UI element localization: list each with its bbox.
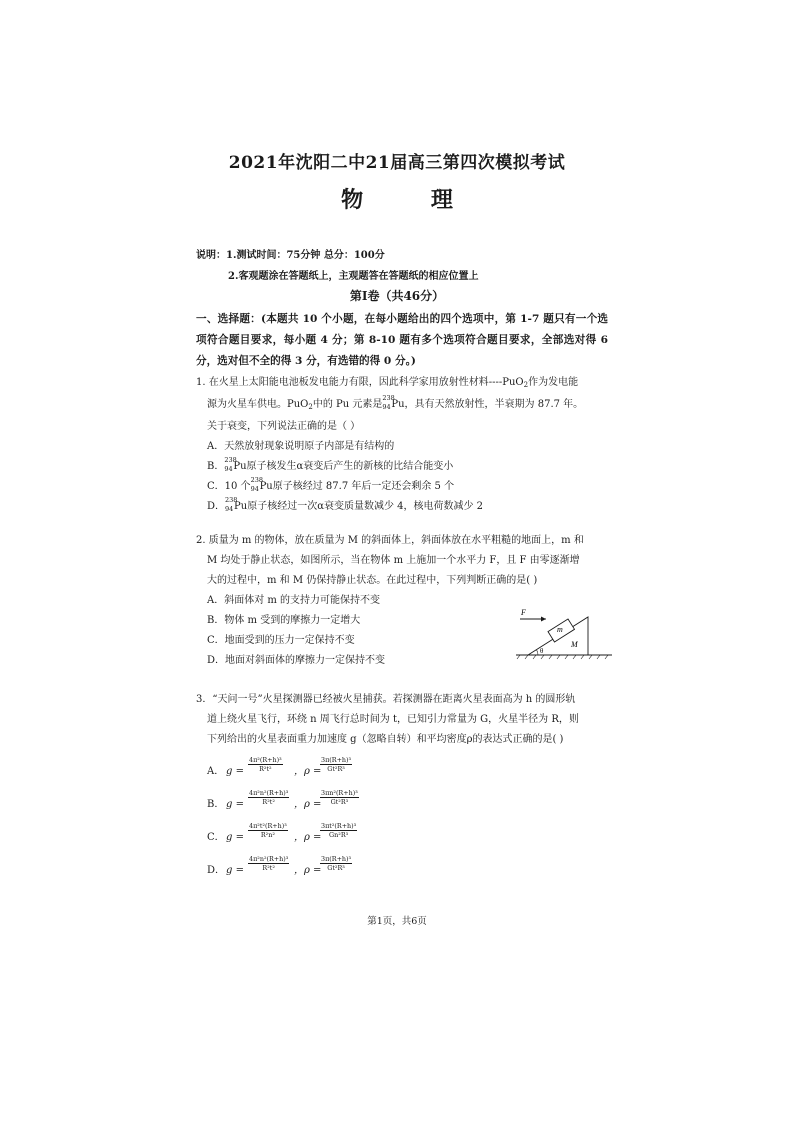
g-fraction: $\frac{\text{4π²n²(R+h)³}}{\text{R²t²}}$ [249, 789, 289, 806]
q3-line-2: 道上绕火星飞行，环绕 n 周飞行总时间为 t，已知引力常量为 G，火星半径为 R，则 [207, 714, 579, 725]
incline-diagram [508, 605, 618, 665]
rho-fraction: $\frac{\text{3πn²(R+h)³}}{\text{Gt²R³}}$ [321, 789, 358, 806]
g-symbol: g = [226, 766, 244, 777]
q1-line-1: 1. 在火星上太阳能电池板发电能力有限，因此科学家用放射性材料----PuO$_2$作为发电能 [196, 377, 579, 389]
rho-fraction: $\frac{\text{3π(R+h)³}}{\text{Gt²R³}}$ [321, 855, 352, 872]
pu-nuclide: 238 94 [382, 394, 395, 411]
label-theta: θ [540, 647, 544, 655]
rho-fraction: $\frac{\text{3π(R+h)³}}{\text{Gt²R³}}$ [321, 756, 352, 773]
subject-title: 物 理 [341, 187, 453, 213]
q2-option-a: A．斜面体对 m 的支持力可能保持不变 [207, 595, 381, 606]
rho-symbol: ，ρ = [294, 799, 322, 810]
q2-line-2: M 均处于静止状态，如图所示，当在物体 m 上施加一个水平力 F，且 F 由零逐渐增 [207, 555, 580, 566]
q2-option-d: D．地面对斜面体的摩擦力一定保持不变 [207, 655, 386, 666]
q2-line-3: 大的过程中，m 和 M 仍保持静止状态。在此过程中，下列判断正确的是( ) [207, 575, 538, 586]
q3-line-1: 3．“天问一号”火星探测器已经被火星捕获。若探测器在距离火星表面高为 h 的圆形轨 [196, 694, 576, 705]
q1-option-d: D． 238 94 Pu原子核经过一次α衰变质量数减少 4，核电荷数减少 2 [207, 496, 484, 513]
force-arrowhead [541, 617, 546, 622]
rho-symbol: ，ρ = [294, 865, 322, 876]
q1-stem-end: 关于衰变，下列说法正确的是（ ） [207, 421, 361, 432]
instructions-line-1: 说明：1.测试时间：75分钟 总分：100分 [196, 250, 385, 261]
q2-option-c: C．地面受到的压力一定保持不变 [207, 635, 355, 646]
option-label: A． [207, 766, 225, 777]
volume-heading: 第Ⅰ卷（共46分） [349, 289, 445, 303]
rho-fraction: $\frac{\text{3πt²(R+h)³}}{\text{Gn²R³}}$ [321, 822, 357, 839]
rho-symbol: ，ρ = [294, 832, 322, 843]
g-symbol: g = [226, 799, 244, 810]
label-m: m [557, 625, 563, 634]
q3-option-a [196, 754, 600, 787]
q1-line-2: 源为火星车供电。PuO$_2$中的 Pu 元素是 238 94 Pu，具有天然放射性，半衰期为 87.7 年。 [207, 394, 584, 411]
g-symbol: g = [226, 832, 244, 843]
g-fraction: $\frac{\text{4π²(R+h)³}}{\text{R²t²}}$ [249, 756, 282, 773]
q1-option-a: A．天然放射现象说明原子内部是有结构的 [207, 441, 395, 452]
question-1 [196, 373, 600, 517]
exam-title: 2021年沈阳二中21届高三第四次模拟考试 [228, 153, 566, 173]
g-fraction: $\frac{\text{4π²t²(R+h)³}}{\text{R²n²}}$ [249, 822, 287, 839]
pu-nuclide: 238 94 [225, 496, 238, 513]
g-symbol: g = [226, 865, 244, 876]
q3-option-d [196, 853, 600, 886]
option-label: D． [207, 865, 226, 876]
q3-options [196, 754, 600, 886]
option-label: C． [207, 832, 225, 843]
angle-arc [537, 650, 539, 655]
q1-option-b: B． 238 94 Pu原子核发生α衰变后产生的新核的比结合能变小 [207, 456, 454, 473]
q3-option-b [196, 787, 600, 820]
q2-option-b: B．物体 m 受到的摩擦力一定增大 [207, 615, 361, 626]
q3-line-3: 下列给出的火星表面重力加速度 g（忽略自转）和平均密度ρ的表达式正确的是( ) [207, 734, 564, 745]
section-heading: 一、选择题：(本题共 10 个小题，在每小题给出的四个选项中，第 1-7 题只有一个选项符合题目要求，每小题 4 分；第 8-10 题有多个选项符合题目要求，全部选对得 6 分，选对但不全的得 3 分，有选错的得 0 分。) [196, 313, 608, 367]
q2-line-1: 2. 质量为 m 的物体，放在质量为 M 的斜面体上，斜面体放在水平粗糙的地面上，m 和 [196, 535, 584, 546]
label-F: F [521, 608, 526, 617]
page-footer: 第1页，共6页 [367, 916, 427, 927]
pu-nuclide: 238 94 [224, 456, 237, 473]
rho-symbol: ，ρ = [294, 766, 322, 777]
g-fraction: $\frac{\text{4π²n²(R+h)³}}{\text{R²t²}}$ [249, 855, 289, 872]
pu-nuclide: 238 94 [250, 476, 263, 493]
ground-hatch [517, 655, 608, 659]
label-M: M [571, 640, 578, 649]
instructions-line-2: 2.客观题涂在答题纸上，主观题答在答题纸的相应位置上 [228, 271, 479, 282]
q3-option-c [196, 820, 600, 853]
question-3 [196, 690, 600, 886]
option-label: B． [207, 799, 225, 810]
q1-option-c: C．10 个 238 94 Pu原子核经过 87.7 年后一定还会剩余 5 个 [207, 476, 455, 493]
